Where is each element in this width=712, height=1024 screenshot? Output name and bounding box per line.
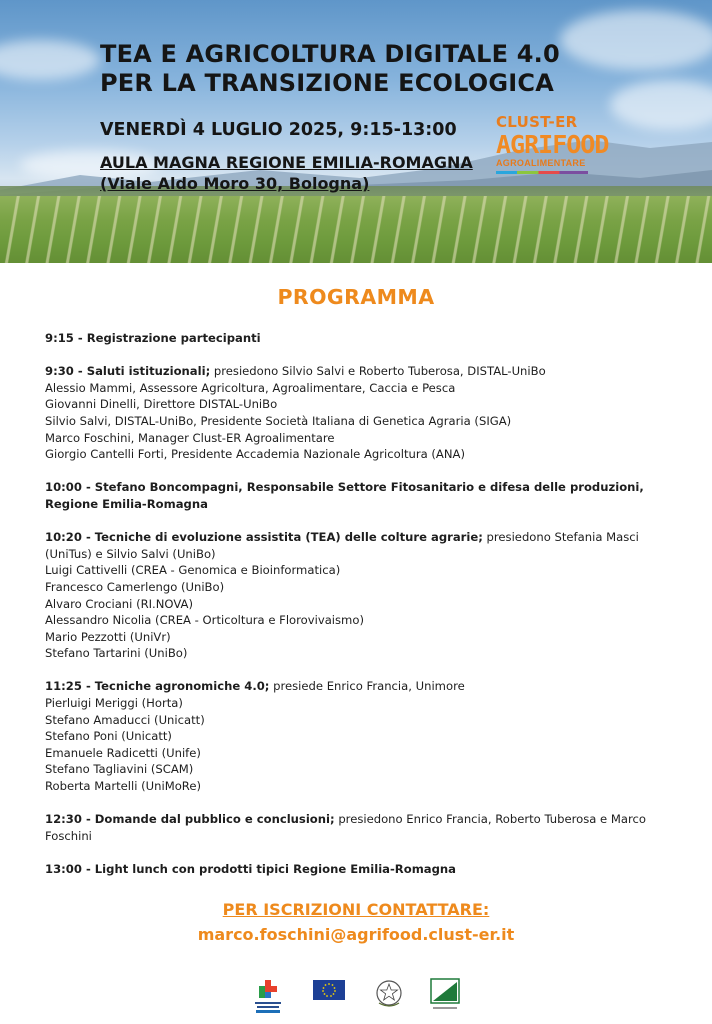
registration-heading: PER ISCRIZIONI CONTATTARE: <box>222 900 490 919</box>
speaker: Emanuele Radicetti (Unife) <box>45 745 201 760</box>
cloud <box>0 40 100 80</box>
agenda-item-chairs: presiedono Stefania Masci <box>482 530 639 545</box>
event-venue <box>100 152 473 194</box>
eu-flag-logo <box>310 976 348 1014</box>
agenda-item-title: 10:20 - Tecniche di evoluzione assistita (TEA) delle colture agrarie; <box>45 530 483 545</box>
speaker: Marco Foschini, Manager Clust-ER Agroalimentare <box>45 430 335 445</box>
speaker: Stefano Poni (Unicatt) <box>45 729 172 744</box>
speaker: Alessio Mammi, Assessore Agricoltura, Agroalimentare, Caccia e Pesca <box>45 380 456 395</box>
agenda-item-chairs: presiedono Silvio Salvi e Roberto Tuberosa, DISTAL-UniBo <box>210 364 546 379</box>
agenda-item-title: 9:15 - Registrazione partecipanti <box>45 331 261 345</box>
speaker: Stefano Tagliavini (SCAM) <box>45 762 194 777</box>
agenda-item-chairs: presiedono Enrico Francia, Roberto Tuberosa e Marco <box>334 812 646 827</box>
footer-logos <box>0 976 712 1014</box>
speaker: Silvio Salvi, DISTAL-UniBo, Presidente Società Italiana di Genetica Agraria (SIGA) <box>45 413 512 428</box>
agenda-item-title: 11:25 - Tecniche agronomiche 4.0; <box>45 679 270 694</box>
agenda-item-chairs-cont: (UniTus) e Silvio Salvi (UniBo) <box>45 546 216 561</box>
agenda-item <box>45 330 675 347</box>
logo-sub-text: AGROALIMENTARE <box>496 158 586 168</box>
agenda-item-title: 13:00 - Light lunch con prodotti tipici Regione Emilia-Romagna <box>45 862 456 876</box>
agenda <box>45 330 675 894</box>
agenda-item-title: 10:00 - Stefano Boncompagni, Responsabile Settore Fitosanitario e difesa delle produzioni, <box>45 480 644 495</box>
agenda-item <box>45 861 675 878</box>
coesione-italia-logo <box>253 976 283 1014</box>
speaker: Pierluigi Meriggi (Horta) <box>45 696 183 711</box>
event-date: VENERDÌ 4 LUGLIO 2025, 9:15-13:00 <box>100 120 457 140</box>
agenda-item <box>45 363 675 463</box>
agenda-item-chairs-cont: Foschini <box>45 828 92 843</box>
speaker: Alvaro Crociani (RI.NOVA) <box>45 596 193 611</box>
logo-main-text: AGRIFOOD <box>496 130 609 159</box>
agenda-item <box>45 479 675 512</box>
speaker: Mario Pezzotti (UniVr) <box>45 629 171 644</box>
agenda-item-chairs: presiede Enrico Francia, Unimore <box>269 679 465 694</box>
event-title <box>100 40 660 98</box>
agenda-item <box>45 811 675 844</box>
agenda-item <box>45 529 675 662</box>
venue-address: (Viale Aldo Moro 30, Bologna) <box>100 174 370 193</box>
logo-color-stripe <box>496 171 588 174</box>
speaker: Stefano Amaducci (Unicatt) <box>45 712 205 727</box>
hero-banner <box>0 0 712 263</box>
agenda-item-title: 9:30 - Saluti istituzionali; <box>45 364 211 379</box>
agenda-item-title-cont: Regione Emilia-Romagna <box>45 496 208 511</box>
agenda-item <box>45 678 675 794</box>
speaker: Francesco Camerlengo (UniBo) <box>45 579 225 594</box>
clust-er-agrifood-logo <box>496 113 609 188</box>
speaker: Luigi Cattivelli (CREA - Genomica e Bioinformatica) <box>45 563 341 578</box>
speaker: Giorgio Cantelli Forti, Presidente Accademia Nazionale Agricoltura (ANA) <box>45 447 465 462</box>
speaker: Stefano Tartarini (UniBo) <box>45 646 188 661</box>
speaker: Giovanni Dinelli, Direttore DISTAL-UniBo <box>45 397 278 412</box>
venue-name: AULA MAGNA REGIONE EMILIA-ROMAGNA <box>100 153 473 172</box>
speaker: Alessandro Nicolia (CREA - Orticoltura e Florovivaismo) <box>45 613 364 628</box>
programme-heading: PROGRAMMA <box>277 285 435 309</box>
event-title-line1: TEA E AGRICOLTURA DIGITALE 4.0 <box>100 40 560 68</box>
italian-republic-emblem <box>374 976 404 1014</box>
event-title-line2: PER LA TRANSIZIONE ECOLOGICA <box>100 69 555 97</box>
agenda-item-title: 12:30 - Domande dal pubblico e conclusioni; <box>45 812 335 827</box>
field-graphic <box>0 196 712 263</box>
speaker: Roberta Martelli (UniMoRe) <box>45 779 201 794</box>
logo-top-text: CLUST-ER <box>496 113 578 131</box>
contact-email-link[interactable]: marco.foschini@agrifood.clust-er.it <box>197 925 515 944</box>
regione-emilia-romagna-logo <box>430 976 460 1014</box>
